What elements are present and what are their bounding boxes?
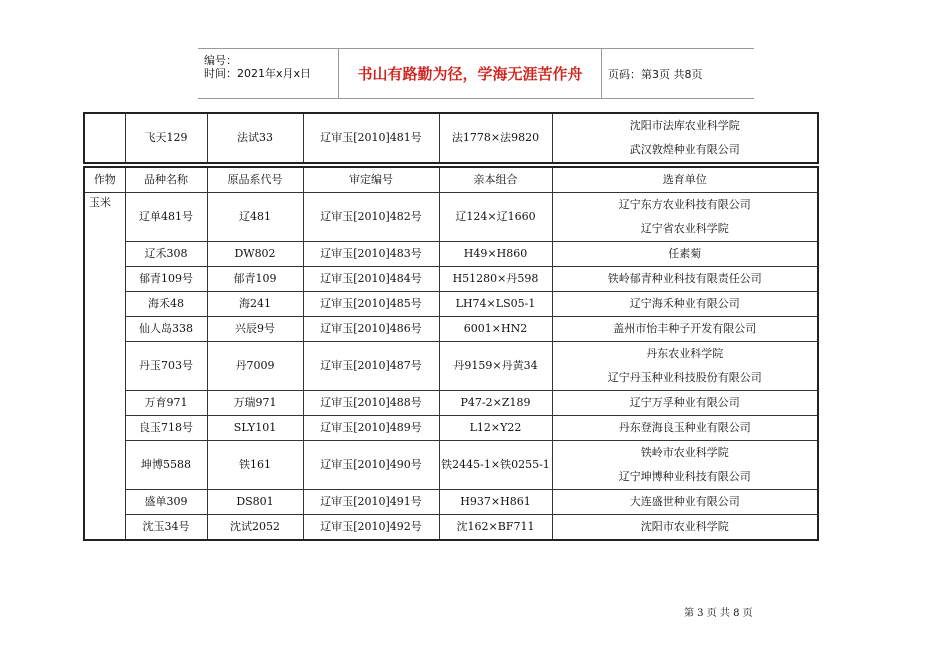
parent-code-cell: DW802 bbox=[207, 242, 303, 267]
page-info: 页码：第3页 共8页 bbox=[608, 67, 703, 81]
combination-cell: H937×H861 bbox=[439, 490, 552, 515]
page-footer: 第 3 页 共 8 页 bbox=[684, 608, 753, 619]
parent-code-cell: 沈试2052 bbox=[207, 515, 303, 541]
combination-cell: 丹9159×丹黄34 bbox=[439, 342, 552, 391]
variety-cell: 郁青109号 bbox=[125, 267, 207, 292]
variety-cell: 飞天129 bbox=[125, 113, 207, 163]
column-header: 品种名称 bbox=[125, 167, 207, 193]
crop-cell bbox=[84, 113, 125, 163]
combination-cell: 铁2445-1×铁0255-1 bbox=[439, 441, 552, 490]
column-header: 原品系代号 bbox=[207, 167, 303, 193]
variety-cell: 辽禾308 bbox=[125, 242, 207, 267]
approval-cell: 辽审玉[2010]490号 bbox=[303, 441, 439, 490]
variety-cell: 良玉718号 bbox=[125, 416, 207, 441]
unit-cell: 大连盛世种业有限公司 bbox=[552, 490, 818, 515]
approval-cell: 辽审玉[2010]481号 bbox=[303, 113, 439, 163]
approval-cell: 辽审玉[2010]485号 bbox=[303, 292, 439, 317]
approval-cell: 辽审玉[2010]488号 bbox=[303, 391, 439, 416]
table-row bbox=[84, 242, 818, 267]
unit-cell: 辽宁万孚种业有限公司 bbox=[552, 391, 818, 416]
parent-code-cell: 海241 bbox=[207, 292, 303, 317]
column-header: 作物 bbox=[84, 167, 125, 193]
table-row bbox=[84, 391, 818, 416]
unit-line: 辽宁省农业科学院 bbox=[640, 222, 729, 235]
variety-cell: 坤博5588 bbox=[125, 441, 207, 490]
approval-cell: 辽审玉[2010]492号 bbox=[303, 515, 439, 541]
variety-cell: 海禾48 bbox=[125, 292, 207, 317]
variety-cell: 辽单481号 bbox=[125, 193, 207, 242]
parent-code-cell: 法试33 bbox=[207, 113, 303, 163]
combination-cell: 6001×HN2 bbox=[439, 317, 552, 342]
parent-code-cell: 辽481 bbox=[207, 193, 303, 242]
unit-line: 辽宁坤博种业科技有限公司 bbox=[618, 470, 751, 483]
approval-cell: 辽审玉[2010]484号 bbox=[303, 267, 439, 292]
parent-code-cell: DS801 bbox=[207, 490, 303, 515]
approval-cell: 辽审玉[2010]487号 bbox=[303, 342, 439, 391]
table-row bbox=[84, 342, 818, 391]
approval-cell: 辽审玉[2010]486号 bbox=[303, 317, 439, 342]
combination-cell: 辽124×辽1660 bbox=[439, 193, 552, 242]
number-label: 编号： bbox=[204, 54, 237, 67]
parent-code-cell: 铁161 bbox=[207, 441, 303, 490]
unit-cell: 铁岭郁青种业科技有限责任公司 bbox=[552, 267, 818, 292]
unit-cell bbox=[552, 342, 818, 391]
parent-code-cell: 丹7009 bbox=[207, 342, 303, 391]
crop-cell: 玉米 bbox=[84, 193, 125, 541]
column-header: 亲本组合 bbox=[439, 167, 552, 193]
combination-cell: P47-2×Z189 bbox=[439, 391, 552, 416]
variety-cell: 沈玉34号 bbox=[125, 515, 207, 541]
document-header bbox=[198, 48, 754, 99]
unit-cell: 丹东登海良玉种业有限公司 bbox=[552, 416, 818, 441]
table-row bbox=[84, 113, 818, 163]
unit-line: 沈阳市法库农业科学院 bbox=[629, 119, 740, 132]
variety-cell: 盛单309 bbox=[125, 490, 207, 515]
variety-cell: 仙人岛338 bbox=[125, 317, 207, 342]
table-row bbox=[84, 193, 818, 242]
table-row bbox=[84, 416, 818, 441]
unit-cell: 任素菊 bbox=[552, 242, 818, 267]
table-row bbox=[84, 490, 818, 515]
unit-line: 辽宁丹玉种业科技股份有限公司 bbox=[607, 371, 762, 384]
variety-cell: 丹玉703号 bbox=[125, 342, 207, 391]
approval-cell: 辽审玉[2010]483号 bbox=[303, 242, 439, 267]
combination-cell: LH74×LS05-1 bbox=[439, 292, 552, 317]
unit-cell bbox=[552, 441, 818, 490]
unit-line: 辽宁东方农业科技有限公司 bbox=[618, 198, 751, 211]
table-row bbox=[84, 317, 818, 342]
combination-cell: 沈162×BF711 bbox=[439, 515, 552, 541]
unit-line: 铁岭市农业科学院 bbox=[640, 446, 729, 459]
table-row bbox=[84, 441, 818, 490]
table-row bbox=[84, 515, 818, 541]
unit-cell bbox=[552, 113, 818, 163]
variety-table bbox=[83, 166, 819, 541]
table-row bbox=[84, 267, 818, 292]
combination-cell: H49×H860 bbox=[439, 242, 552, 267]
parent-code-cell: 兴辰9号 bbox=[207, 317, 303, 342]
variety-cell: 万育971 bbox=[125, 391, 207, 416]
approval-cell: 辽审玉[2010]489号 bbox=[303, 416, 439, 441]
continuation-table bbox=[83, 112, 819, 164]
unit-cell: 盖州市怡丰种子开发有限公司 bbox=[552, 317, 818, 342]
combination-cell: H51280×丹598 bbox=[439, 267, 552, 292]
table-row bbox=[84, 292, 818, 317]
parent-code-cell: 万瑞971 bbox=[207, 391, 303, 416]
time-label: 时间：2021年x月x日 bbox=[204, 67, 312, 80]
unit-cell: 辽宁海禾种业有限公司 bbox=[552, 292, 818, 317]
combination-cell: L12×Y22 bbox=[439, 416, 552, 441]
header-row bbox=[84, 167, 818, 193]
approval-cell: 辽审玉[2010]482号 bbox=[303, 193, 439, 242]
motto: 书山有路勤为径，学海无涯苦作舟 bbox=[339, 49, 602, 98]
combination-cell: 法1778×法9820 bbox=[439, 113, 552, 163]
column-header: 审定编号 bbox=[303, 167, 439, 193]
unit-line: 丹东农业科学院 bbox=[646, 347, 724, 360]
column-header: 选育单位 bbox=[552, 167, 818, 193]
unit-cell: 沈阳市农业科学院 bbox=[552, 515, 818, 541]
header-meta-cell bbox=[198, 49, 339, 98]
unit-line: 武汉敦煌种业有限公司 bbox=[629, 143, 740, 156]
approval-cell: 辽审玉[2010]491号 bbox=[303, 490, 439, 515]
unit-cell bbox=[552, 193, 818, 242]
parent-code-cell: 郁青109 bbox=[207, 267, 303, 292]
parent-code-cell: SLY101 bbox=[207, 416, 303, 441]
